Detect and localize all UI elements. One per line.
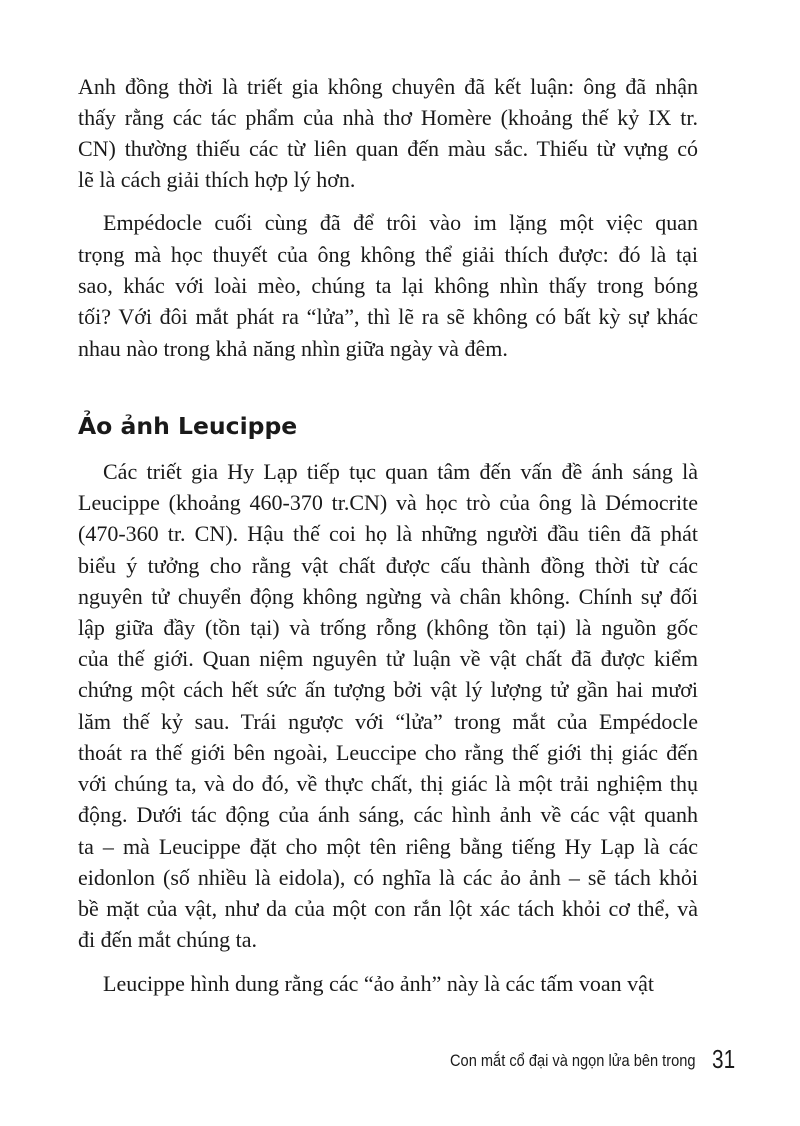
paragraph-line: bề mặt của vật, như da của một con rắn lột xác tách khỏi cơ thể, và (78, 896, 698, 921)
paragraph-line: động. Dưới tác động của ánh sáng, các hình ảnh về các vật quanh (78, 802, 698, 827)
paragraph-line: đi đến mắt chúng ta. (78, 927, 258, 952)
paragraph-line: ta – mà Leucippe đặt cho một tên riêng bằng tiếng Hy Lạp là các (78, 834, 698, 859)
page-number: 31 (712, 1044, 736, 1074)
paragraph-line: lăm thế kỷ sau. Trái ngược với “lửa” trong mắt của Empédocle (78, 709, 698, 734)
paragraph-line: eidonlon (số nhiều là eidola), có nghĩa là các ảo ảnh – sẽ tách khỏi (78, 865, 698, 890)
paragraph-line: chứng một cách hết sức ấn tượng bởi vật lý lượng tử gần hai mươi (78, 677, 698, 702)
paragraph-line: Empédocle cuối cùng đã để trôi vào im lặng một việc quan (103, 210, 698, 235)
paragraph-line: Các triết gia Hy Lạp tiếp tục quan tâm đến vấn đề ánh sáng là (103, 459, 698, 484)
paragraph-line: Leucippe (khoảng 460-370 tr.CN) và học trò của ông là Démocrite (78, 490, 699, 515)
paragraph-line: tối? Với đôi mắt phát ra “lửa”, thì lẽ ra sẽ không có bất kỳ sự khác (78, 304, 698, 329)
paragraph-line: Leucippe hình dung rằng các “ảo ảnh” này là các tấm voan vật (103, 971, 654, 996)
paragraph-line: lập giữa đầy (tồn tại) và trống rỗng (không tồn tại) là nguồn gốc (78, 615, 699, 640)
paragraph-line: nhau nào trong khả năng nhìn giữa ngày và đêm. (78, 336, 508, 361)
section-heading: Ảo ảnh Leucippe (78, 412, 298, 440)
paragraph-line: thoát ra thế giới bên ngoài, Leuccipe cho rằng thế giới thị giác đến (78, 740, 698, 765)
paragraph-line: lẽ là cách giải thích hợp lý hơn. (78, 167, 356, 192)
paragraph-line: của thế giới. Quan niệm nguyên tử luận về vật chất đã được kiểm (78, 646, 698, 671)
paragraph-line: thấy rằng các tác phẩm của nhà thơ Homère (khoảng thế kỷ IX tr. (78, 105, 698, 130)
paragraph-line: với chúng ta, và do đó, về thực chất, thị giác là một trải nghiệm thụ (78, 771, 698, 796)
running-title: Con mắt cổ đại và ngọn lửa bên trong (450, 1051, 696, 1070)
paragraph-line: CN) thường thiếu các từ liên quan đến màu sắc. Thiếu từ vựng có (78, 136, 698, 161)
paragraph-line: biểu ý tưởng cho rằng vật chất được cấu thành đồng thời từ các (78, 553, 698, 578)
paragraph-line: trọng mà học thuyết của ông không thể giải thích được: đó là tại (78, 242, 698, 267)
paragraph-line: sao, khác với loài mèo, chúng ta lại không nhìn thấy trong bóng (78, 273, 698, 298)
paragraph-line: (470-360 tr. CN). Hậu thế coi họ là những người đầu tiên đã phát (78, 521, 698, 546)
paragraph-line: Anh đồng thời là triết gia không chuyên đã kết luận: ông đã nhận (78, 74, 698, 99)
paragraph-line: nguyên tử chuyển động không ngừng và chân không. Chính sự đối (78, 584, 698, 609)
